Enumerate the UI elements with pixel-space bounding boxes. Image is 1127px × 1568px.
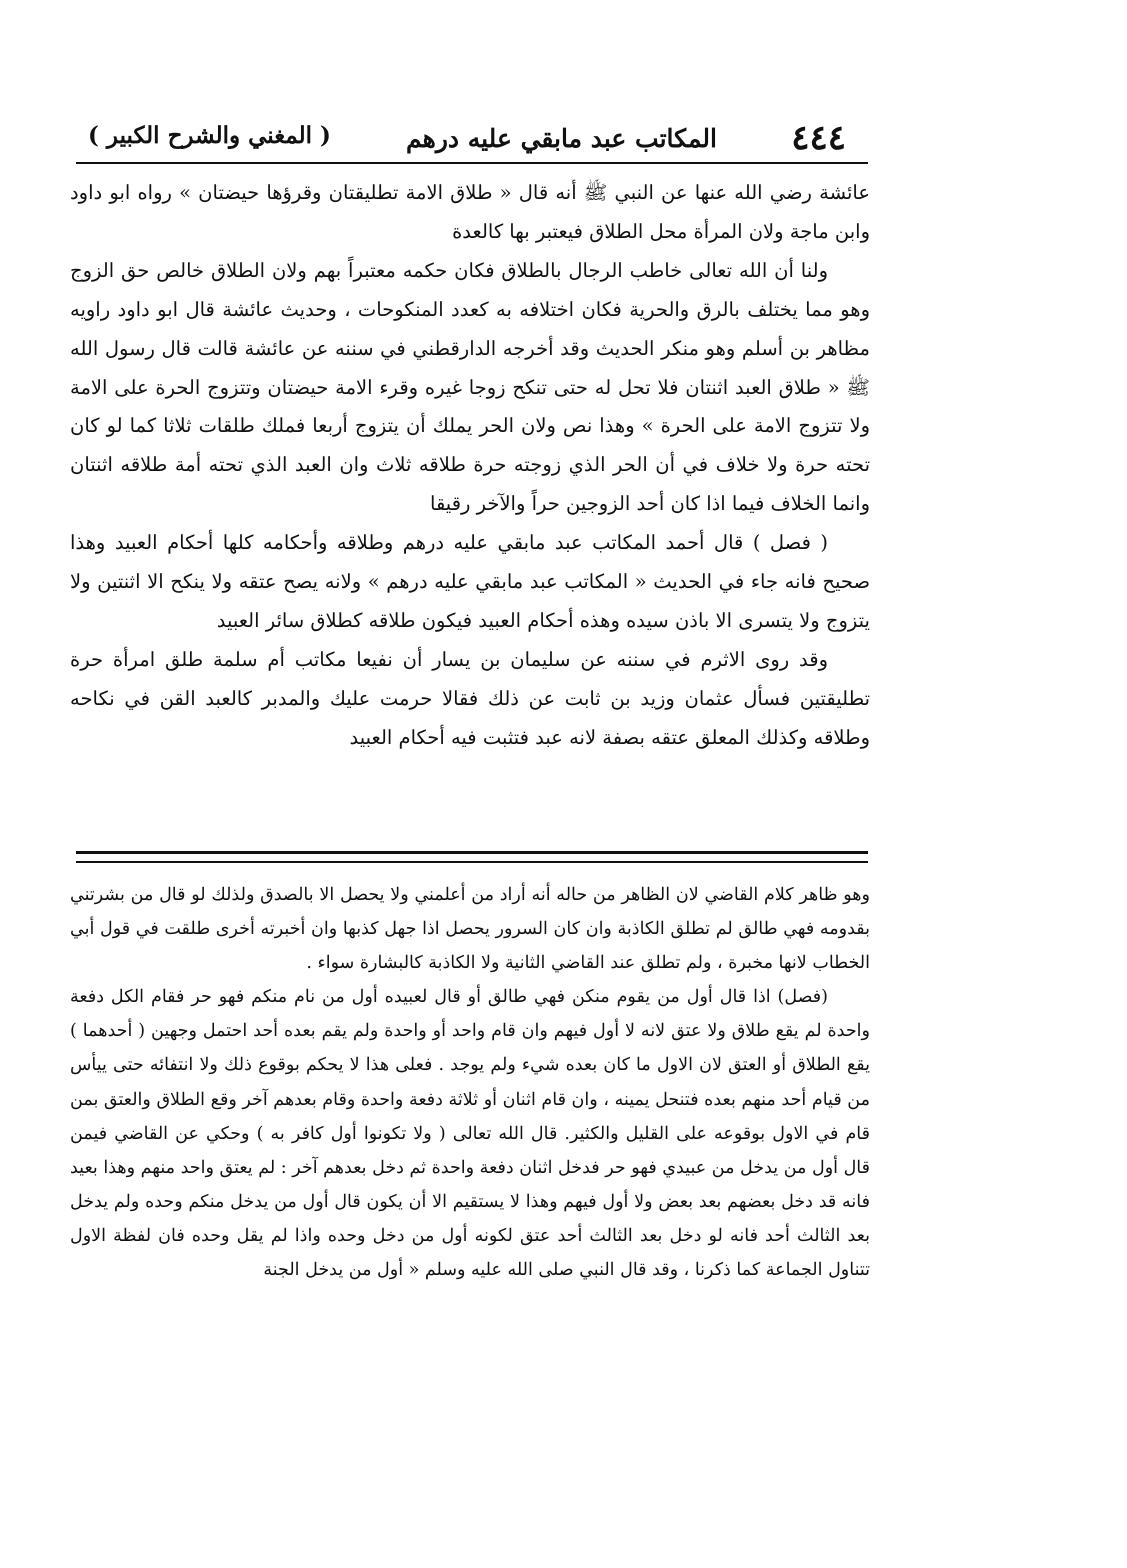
footnote-separator [76, 851, 868, 854]
footnote-separator-second [76, 861, 868, 863]
main-paragraph: عائشة رضي الله عنها عن النبي ﷺ أنه قال « طلاق الامة تطليقتان وقرؤها حيضتان » رواه ابو داود وابن ماجة ولان المرأة محل الطلاق فيعتبر بها كالعدة [70, 181, 870, 243]
main-paragraph: وقد روى الاثرم في سننه عن سليمان بن يسار أن نفيعا مكاتب أم سلمة طلق امرأة حرة تطليقتين فسأل عثمان وزيد بن ثابت عن ذلك فقالا حرمت عليك والمدبر كالعبد القن في نكاحه وطلاقه وكذلك المعلق عتقه بصفة لانه عبد فتثبت فيه أحكام العبيد [70, 647, 870, 749]
header-rule [76, 162, 868, 164]
section-title: المكاتب عبد مابقي عليه درهم [406, 124, 717, 153]
main-text [70, 174, 870, 758]
book-title: ( المغني والشرح الكبير ) [88, 122, 331, 149]
page-header [76, 118, 868, 162]
main-paragraph: ولنا أن الله تعالى خاطب الرجال بالطلاق فكان حكمه معتبراً بهم ولان الطلاق خالص حق الزوج وهو مما يختلف بالرق والحرية فكان اختلافه به كعدد المنكوحات ، وحديث عائشة قال ابو داود راويه مظاهر بن أسلم وهو منكر الحديث وقد أخرجه الدارقطني في سننه عن عائشة قالت قال رسول الله ﷺ « طلاق العبد اثنتان فلا تحل له حتى تنكح زوجا غيره وقرء الامة حيضتان وتتزوج الحرة على الامة ولا تتزوج الامة على الحرة » وهذا نص ولان الحر يملك أن يتزوج أربعا فملك طلقات ثلاثا كما لو كان تحته حرة ولا خلاف في أن الحر الذي زوجته حرة طلاقه ثلاث وان العبد الذي تحته أمة طلاقه اثنتان وانما الخلاف فيما اذا كان أحد الزوجين حراً والآخر رقيقا [70, 258, 870, 516]
page-number: ٤٤٤ [791, 118, 846, 158]
footnote-paragraph: (فصل) اذا قال أول من يقوم منكن فهي طالق أو قال لعبيده أول من نام منكم فهو حر فقام الكل دفعة واحدة لم يقع طلاق ولا عتق لانه لا أول فيهم وان قام واحد أو واحدة ولم يقم بعده أحد احتمل وجهين ( أحدهما ) يقع الطلاق أو العتق لان الاول ما كان بعده شيء ولم يوجد . فعلى هذا لا يحكم بوقوع ذلك ولا انتفائه حتى ييأس من قيام أحد منهم بعده فتنحل يمينه ، وان قام اثنان أو ثلاثة دفعة واحدة وقام بعدهم آخر وقع الطلاق والعتق بمن قام في الاول بوقوعه على القليل والكثير. قال الله تعالى ( ولا تكونوا أول كافر به ) وحكي عن القاضي فيمن قال أول من يدخل من عبيدي فهو حر فدخل اثنان دفعة واحدة ثم دخل بعدهم آخر : لم يعتق واحد منهم وهذا بعيد فانه قد دخل بعضهم بعد بعض ولا أول فيهم وهذا لا يستقيم الا أن يكون قال أول من يدخل منكم وحده ولم يدخل بعد الثالث أحد فانه لو دخل بعد الثالث أحد عتق لكونه أول من دخل وحده واذا لم يقل وحده فان لفظة الاول تتناول الجماعة كما ذكرنا ، وقد قال النبي صلى الله عليه وسلم « أول من يدخل الجنة [70, 987, 870, 1281]
main-paragraph: ( فصل ) قال أحمد المكاتب عبد مابقي عليه درهم وطلاقه وأحكامه كلها أحكام العبيد وهذا صحيح فانه جاء في الحديث « المكاتب عبد مابقي عليه درهم » ولانه يصح عتقه ولا ينكح الا اثنتين ولا يتزوج ولا يتسرى الا باذن سيده وهذه أحكام العبيد فيكون طلاقه كطلاق سائر العبيد [70, 531, 870, 632]
footnote-text [70, 878, 870, 1287]
footnote-paragraph: وهو ظاهر كلام القاضي لان الظاهر من حاله أنه أراد من أعلمني ولا يحصل الا بالصدق ولذلك لو قال من بشرتني بقدومه فهي طالق لم تطلق الكاذبة وان كان السرور يحصل اذا جهل كذبها وان أخبرته أخرى طلقت في قول أبي الخطاب لانها مخبرة ، ولم تطلق عند القاضي الثانية ولا الكاذبة كالبشارة سواء . [70, 885, 870, 974]
